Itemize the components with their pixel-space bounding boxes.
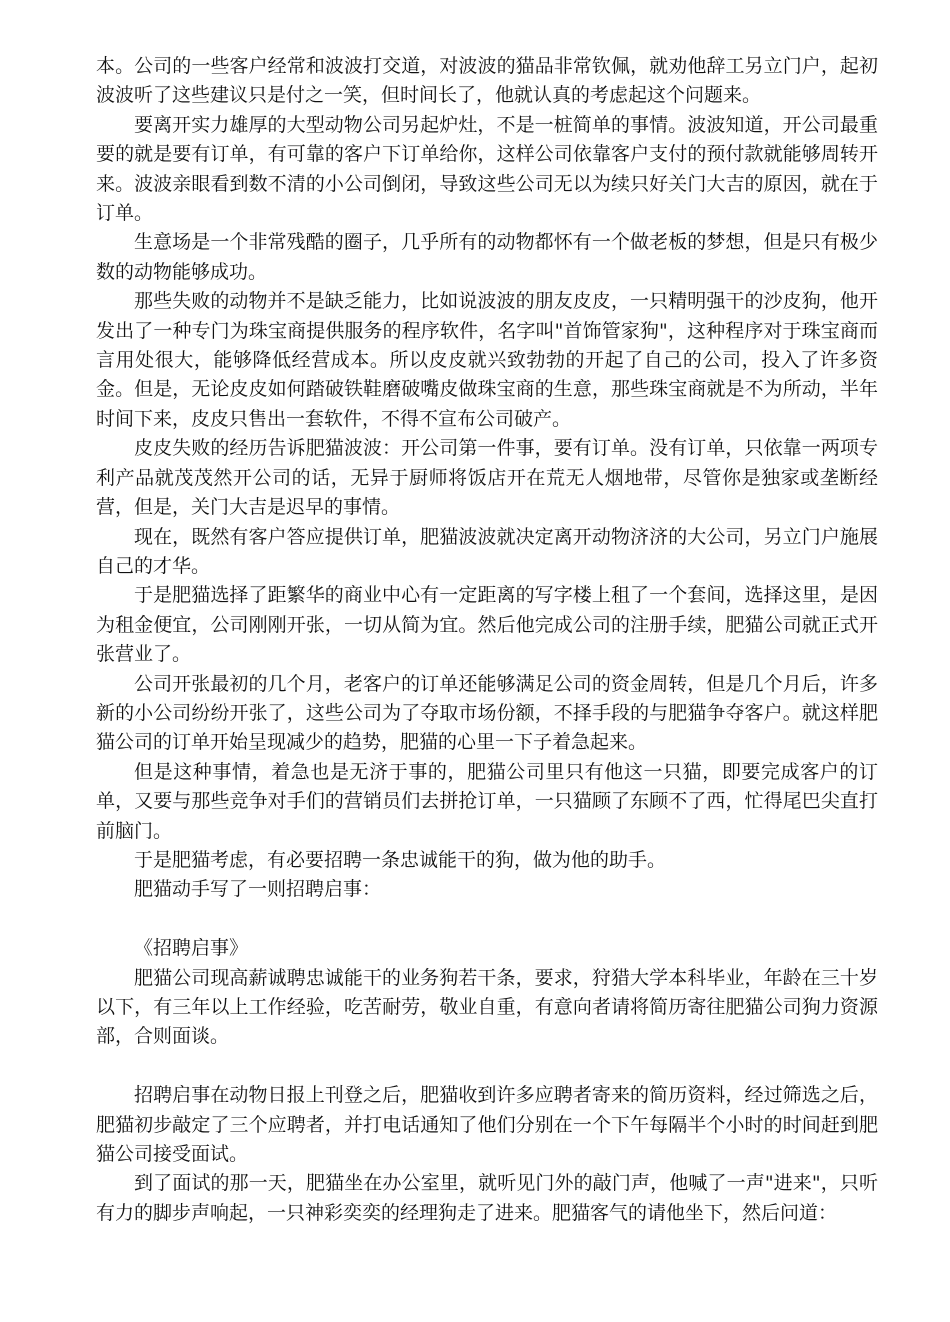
paragraph: 于是肥猫选择了距繁华的商业中心有一定距离的写字楼上租了一个套间，选择这里，是因为租金便宜，公司刚刚开张，一切从简为宜。然后他完成公司的注册手续，肥猫公司就正式开张营业了。 [96,584,878,666]
paragraph: 肥猫公司现高薪诚聘忠诚能干的业务狗若干条，要求，狩猎大学本科毕业，年龄在三十岁以下，有三年以上工作经验，吃苦耐劳，敬业自重，有意向者请将简历寄往肥猫公司狗力资源部，合则面谈。 [96,966,878,1048]
blank-line [96,905,878,934]
paragraph: 到了面试的那一天，肥猫坐在办公室里，就听见门外的敲门声，他喊了一声"进来"，只听有力的脚步声响起，一只神彩奕奕的经理狗走了进来。肥猫客气的请他坐下，然后问道： [96,1172,878,1224]
paragraph: 于是肥猫考虑，有必要招聘一条忠诚能干的狗，做为他的助手。 [134,848,667,871]
paragraph: 招聘启事在动物日报上刊登之后，肥猫收到许多应聘者寄来的简历资料，经过筛选之后，肥猫初步敲定了三个应聘者，并打电话通知了他们分别在一个下午每隔半个小时的时间赶到肥猫公司接受面试。 [96,1084,878,1165]
paragraph: 皮皮失败的经历告诉肥猫波波：开公司第一件事，要有订单。没有订单，只依靠一两项专利产品就茂茂然开公司的话，无异于厨师将饭店开在荒无人烟地带，尽管你是独家或垄断经营，但是，关门大吉是迟早的事情。 [96,437,878,519]
paragraph: 公司开张最初的几个月，老客户的订单还能够满足公司的资金周转，但是几个月后，许多新的小公司纷纷开张了，这些公司为了夺取市场份额，不择手段的与肥猫争夺客户。就这样肥猫公司的订单开始呈现减少的趋势，肥猫的心里一下子着急起来。 [96,672,878,754]
paragraph: 现在，既然有客户答应提供订单，肥猫波波就决定离开动物济济的大公司，另立门户施展自己的才华。 [96,525,878,577]
paragraph: 要离开实力雄厚的大型动物公司另起炉灶，不是一桩简单的事情。波波知道，开公司最重要的就是要有订单，有可靠的客户下订单给你，这样公司依靠客户支付的预付款就能够周转开来。波波亲眼看到数不清的小公司倒闭，导致这些公司无以为续只好关门大吉的原因，就在于订单。 [96,113,878,225]
blank-line [96,1052,878,1081]
paragraph: 《招聘启事》 [134,937,249,960]
paragraph: 那些失败的动物并不是缺乏能力，比如说波波的朋友皮皮，一只精明强干的沙皮狗，他开发出了一种专门为珠宝商提供服务的程序软件，名字叫"首饰管家狗"，这种程序对于珠宝商而言用处很大，能够降低经营成本。所以皮皮就兴致勃勃的开起了自己的公司，投入了许多资金。但是，无论皮皮如何踏破铁鞋磨破嘴皮做珠宝商的生意，那些珠宝商就是不为所动，半年时间下来，皮皮只售出一套软件，不得不宣布公司破产。 [96,290,878,430]
document-page [96,52,878,1228]
paragraph: 但是这种事情，着急也是无济于事的，肥猫公司里只有他这一只猫，即要完成客户的订单，又要与那些竞争对手们的营销员们去拼抢订单，一只猫顾了东顾不了西，忙得尾巴尖直打前脑门。 [96,760,878,842]
paragraph: 肥猫动手写了一则招聘启事： [134,878,382,901]
paragraph: 本。公司的一些客户经常和波波打交道，对波波的猫品非常钦佩，就劝他辞工另立门户，起初波波听了这些建议只是付之一笑，但时间长了，他就认真的考虑起这个问题来。 [96,55,878,107]
paragraph: 生意场是一个非常残酷的圈子，几乎所有的动物都怀有一个做老板的梦想，但是只有极少数的动物能够成功。 [96,231,878,283]
